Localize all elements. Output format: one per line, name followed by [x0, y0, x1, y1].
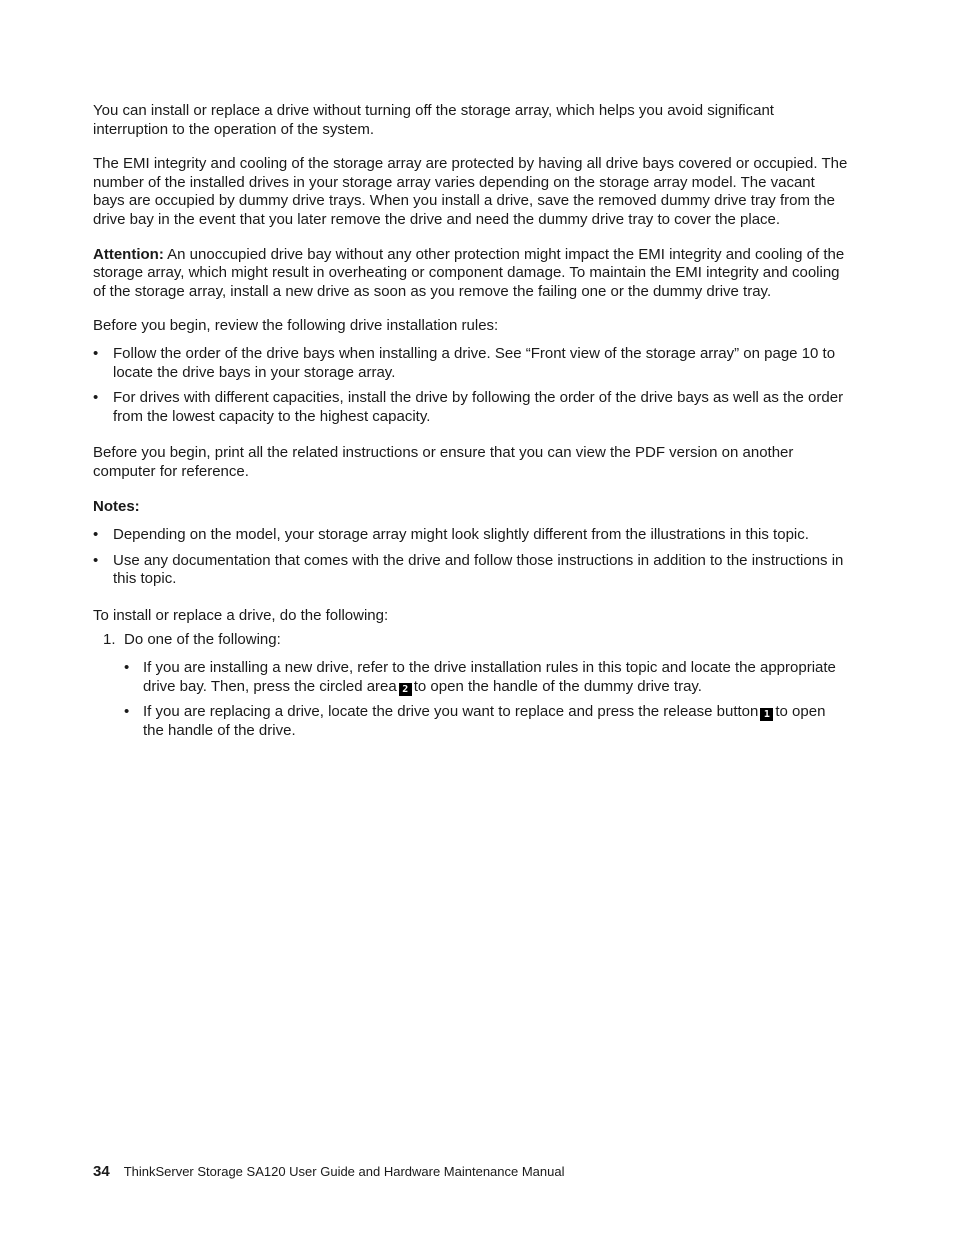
- footer-title: ThinkServer Storage SA120 User Guide and Hardware Maintenance Manual: [123, 1164, 565, 1179]
- intro-paragraph-1: You can install or replace a drive without turning off the storage array, which helps you avoid significant interruption to the operation of the system.: [93, 102, 774, 138]
- step-1: [93, 631, 848, 740]
- list-item: • Follow the order of the drive bays when installing a drive. See “Front view of the storage array” on page 10 to locate the drive bays in your storage array.: [93, 345, 848, 382]
- attention-text: An unoccupied drive bay without any other protection might impact the EMI integrity and cooling of the storage array, which might result in overheating or component damage. To maintain the EMI integrity and cooling of the storage array, install a new drive as soon as you remove the failing one or the dummy drive tray.: [93, 245, 845, 300]
- notes-list: [93, 526, 848, 589]
- option-text: If you are replacing a drive, locate the drive you want to replace and press the release button: [143, 703, 759, 721]
- attention-paragraph: [93, 246, 848, 302]
- page-number: 34: [93, 1163, 110, 1180]
- callout-2-icon: 2: [399, 683, 412, 696]
- page-footer: [93, 1163, 564, 1182]
- step-number: 1.: [103, 631, 116, 649]
- procedure-steps: [93, 631, 848, 740]
- step-1-options: [124, 659, 848, 740]
- procedure-lead: To install or replace a drive, do the following:: [93, 606, 389, 624]
- list-item: • For drives with different capacities, install the drive by following the order of the drive bays as well as the order from the lowest capacity to the highest capacity.: [93, 389, 848, 426]
- option-text: to open the handle of the drive.: [143, 703, 826, 739]
- notes-heading: Notes:: [93, 497, 140, 515]
- intro-paragraph-2: The EMI integrity and cooling of the storage array are protected by having all drive bays covered or occupied. The number of the installed drives in your storage array varies depending on the storage array model. The vacant bays are occupied by dummy drive trays. When you install a drive, save the removed dummy drive tray from the drive bay in the event that you later remove the drive and need the dummy drive tray to cover the place.: [93, 155, 848, 228]
- step-text: Do one of the following:: [124, 631, 281, 649]
- print-paragraph: Before you begin, print all the related instructions or ensure that you can view the PDF version on another computer for reference.: [93, 444, 794, 480]
- list-item: [124, 659, 848, 696]
- rules-list: [93, 345, 848, 426]
- option-text: If you are installing a new drive, refer to the drive installation rules in this topic and locate the appropriate drive bay. Then, press the circled area: [143, 659, 836, 695]
- rules-lead: Before you begin, review the following drive installation rules:: [93, 317, 499, 335]
- document-body: [93, 102, 848, 747]
- list-item: [124, 703, 848, 740]
- list-item: • Use any documentation that comes with the drive and follow those instructions in addition to the instructions in this topic.: [93, 552, 848, 589]
- callout-1-icon: 1: [760, 708, 773, 721]
- attention-label: Attention:: [93, 245, 164, 263]
- list-item: • Depending on the model, your storage array might look slightly different from the illustrations in this topic.: [93, 526, 848, 545]
- option-text: to open the handle of the dummy drive tray.: [413, 677, 702, 695]
